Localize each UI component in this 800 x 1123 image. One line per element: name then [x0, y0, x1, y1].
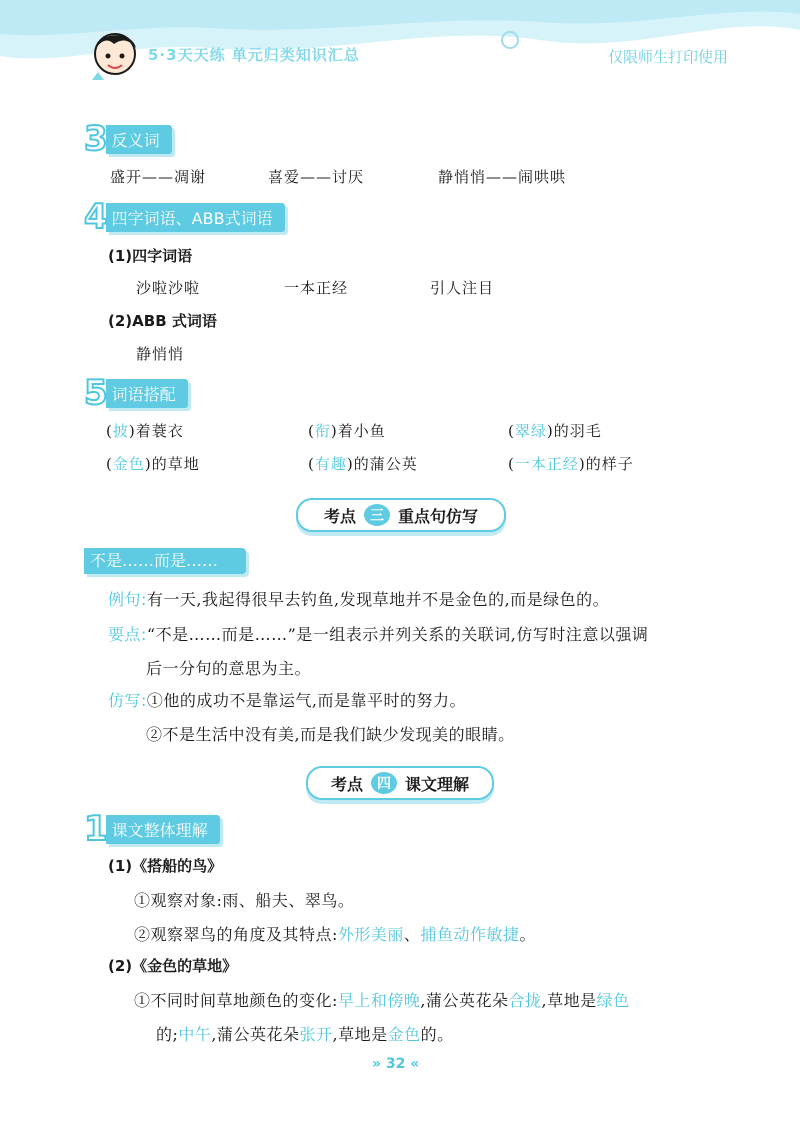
section-antonyms-heading [84, 119, 172, 159]
grass-point-1-cont [156, 1022, 454, 1045]
answer-highlight: 早上和傍晚 [337, 991, 421, 1010]
text: 、 [403, 925, 421, 944]
kaodian-prefix: 考点 [330, 774, 363, 794]
collocation-item: (一本正经)的样子 [508, 455, 634, 473]
text: ,蒲公英花朵 [420, 991, 509, 1010]
answer-highlight: 捕鱼动作敏捷 [420, 925, 520, 944]
key-text-line1: “不是……而是……”是一组表示并列关系的关联词,仿写时注意以强调 [146, 625, 649, 644]
example-sentence [108, 587, 609, 610]
kaodian-title: 课文理解 [405, 774, 470, 794]
antonym-pair: 盛开——凋谢 [110, 168, 207, 186]
word-item: 一本正经 [284, 279, 349, 297]
section-title: 四字词语、ABB式词语 [106, 203, 285, 232]
text: 的。 [420, 1025, 454, 1044]
collocation-item: (金色)的草地 [106, 455, 200, 473]
grass-point-1 [134, 988, 630, 1011]
kaodian-3-banner [296, 498, 506, 532]
answer-highlight: 张开 [299, 1025, 333, 1044]
answer-fill: 衔 [314, 422, 331, 440]
kaodian-prefix: 考点 [323, 506, 356, 526]
cartoon-boy-icon [84, 22, 146, 84]
chevron-right-icon: » [372, 1056, 382, 1072]
section-title: 词语搭配 [106, 379, 188, 408]
imitate-label: 仿写: [108, 691, 147, 710]
collocation-rest: 的样子 [585, 455, 634, 473]
section-number: 5 [84, 373, 108, 413]
collocation-rest: 的草地 [151, 455, 200, 473]
answer-highlight: 外形美丽 [337, 925, 404, 944]
text: 的; [156, 1025, 179, 1044]
header-right-text: 仅限师生打印使用 [607, 48, 728, 66]
header-brand: 5·3天天练 单元归类知识汇总 [148, 46, 360, 64]
abb-list [136, 343, 184, 364]
word-item: 沙啦沙啦 [136, 279, 201, 297]
collocation-rest: 着蓑衣 [135, 422, 184, 440]
word-item: 静悄悄 [136, 345, 185, 363]
kaodian-title: 重点句仿写 [398, 506, 479, 526]
collocation-item: (衔)着小鱼 [308, 422, 386, 440]
four-char-heading: (1)四字词语 [108, 247, 193, 265]
page-number [372, 1056, 419, 1072]
section-title: 反义词 [106, 125, 172, 154]
example-text: 有一天,我起得很早去钓鱼,发现草地并不是金色的,而是绿色的。 [146, 590, 610, 609]
kaodian-4-banner [306, 766, 494, 800]
kaodian-number: 四 [371, 772, 397, 794]
collocation-row [106, 420, 602, 441]
grass-heading: (2)《金色的草地》 [108, 957, 238, 975]
bird-point-2 [134, 922, 536, 945]
example-label: 例句: [108, 590, 147, 609]
collocation-row [106, 453, 634, 474]
collocation-item: (有趣)的蒲公英 [308, 455, 418, 473]
collocation-item: (翠绿)的羽毛 [508, 422, 602, 440]
answer-fill: 一本正经 [514, 455, 579, 473]
abb-heading: (2)ABB 式词语 [108, 312, 217, 330]
page-number-value: 32 [385, 1056, 406, 1072]
answer-highlight: 金色 [387, 1025, 421, 1044]
chevron-left-icon: « [410, 1056, 420, 1072]
section-number: 1 [84, 809, 108, 849]
answer-fill: 有趣 [314, 455, 347, 473]
antonym-pair: 静悄悄——闹哄哄 [438, 168, 567, 186]
section-title: 课文整体理解 [106, 815, 220, 844]
answer-fill: 金色 [112, 455, 145, 473]
key-point [108, 622, 648, 645]
collocation-rest: 着小鱼 [337, 422, 386, 440]
text: ,草地是 [332, 1025, 388, 1044]
kaodian-number: 三 [364, 504, 390, 526]
section-words-heading [84, 197, 285, 237]
bird-heading: (1)《搭船的鸟》 [108, 857, 223, 875]
answer-highlight: 中午 [178, 1025, 212, 1044]
text: ②观察翠鸟的角度及其特点: [134, 925, 338, 944]
section-number: 4 [84, 197, 108, 237]
text: ,草地是 [541, 991, 597, 1010]
four-char-list [136, 277, 494, 298]
collocation-rest: 的羽毛 [553, 422, 602, 440]
key-text-line2: 后一分句的意思为主。 [146, 659, 312, 678]
antonym-pair: 喜爱——讨厌 [268, 168, 365, 186]
answer-highlight: 绿色 [596, 991, 630, 1010]
imitation-1: ①他的成功不是靠运气,而是靠平时的努力。 [146, 691, 466, 710]
text: ,蒲公英花朵 [211, 1025, 300, 1044]
section-collocation-heading [84, 373, 188, 413]
answer-fill: 披 [112, 422, 129, 440]
text: ①不同时间草地颜色的变化: [134, 991, 338, 1010]
answer-fill: 翠绿 [514, 422, 547, 440]
section-number: 3 [84, 119, 108, 159]
bird-point-1: ①观察对象:雨、船夫、翠鸟。 [134, 891, 355, 910]
imitation [108, 688, 466, 711]
antonym-list [110, 166, 566, 187]
collocation-rest: 的蒲公英 [353, 455, 418, 473]
imitation-2: ②不是生活中没有美,而是我们缺少发现美的眼睛。 [146, 725, 515, 744]
collocation-item: (披)着蓑衣 [106, 422, 184, 440]
pattern-heading: 不是……而是…… [84, 548, 246, 574]
text: 。 [519, 925, 536, 944]
answer-highlight: 合拢 [508, 991, 542, 1010]
key-label: 要点: [108, 625, 147, 644]
section-understanding-heading [84, 809, 220, 849]
word-item: 引人注目 [430, 279, 495, 297]
